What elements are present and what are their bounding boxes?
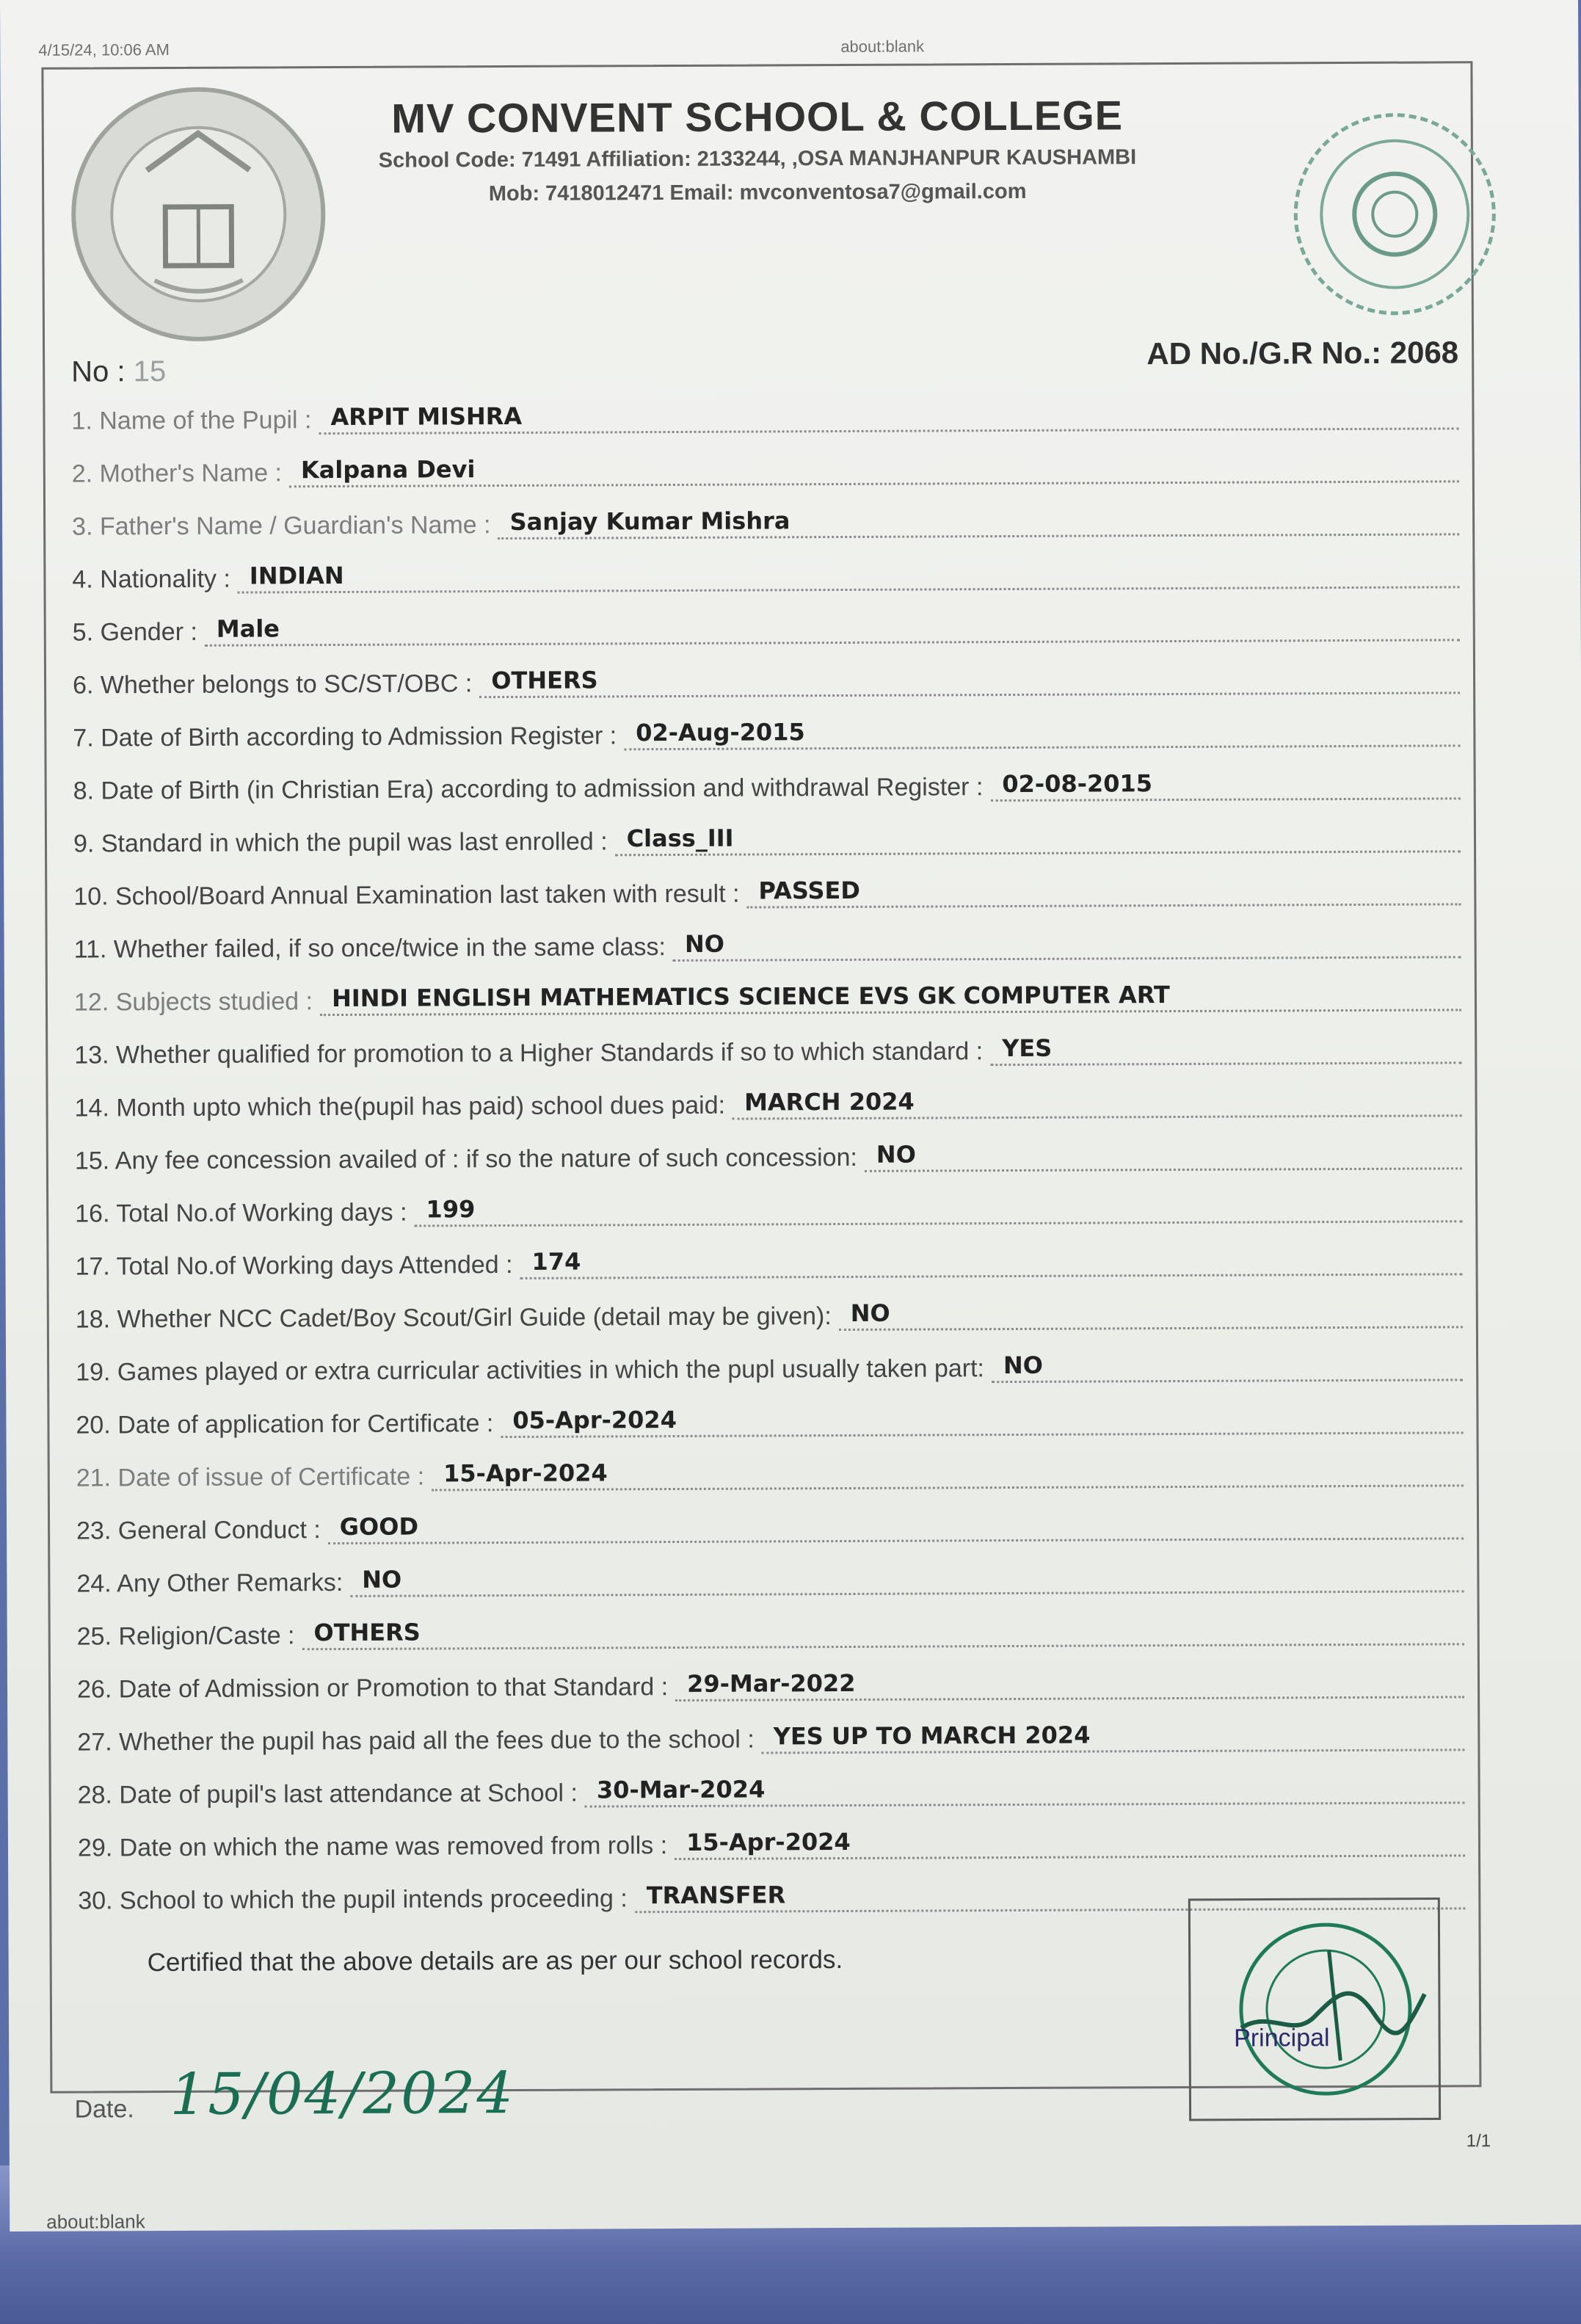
print-url: about:blank: [840, 37, 925, 57]
field-label: 21. Date of issue of Certificate :: [76, 1462, 425, 1492]
field-value: YES UP TO MARCH 2024: [762, 1719, 1465, 1754]
field-row: [77, 1718, 1464, 1757]
field-row: [72, 556, 1459, 594]
field-row: [76, 1560, 1464, 1598]
field-row: [74, 1084, 1461, 1122]
field-value: 05-Apr-2024: [501, 1402, 1463, 1438]
field-row: [74, 1031, 1461, 1070]
field-row: [76, 1296, 1463, 1334]
field-row: [75, 1243, 1462, 1281]
certification-statement: Certified that the above details are as per our school records.: [147, 1945, 843, 1978]
field-row: [73, 661, 1460, 700]
field-value: 199: [414, 1191, 1462, 1227]
field-value: OTHERS: [302, 1613, 1464, 1650]
field-value: Class_III: [615, 821, 1461, 856]
field-label: 5. Gender :: [72, 617, 197, 647]
field-value: HINDI ENGLISH MATHEMATICS SCIENCE EVS GK COMPUTER ART: [320, 979, 1461, 1016]
principal-label: Principal: [1234, 2024, 1330, 2052]
field-row: [74, 926, 1461, 964]
footer-url: about:blank: [46, 2210, 145, 2233]
certificate-no-value: 15: [133, 355, 167, 388]
field-value: 29-Mar-2022: [675, 1666, 1464, 1702]
field-value: GOOD: [328, 1508, 1464, 1544]
field-label: 17. Total No.of Working days Attended :: [75, 1250, 513, 1281]
school-seal-icon: [1288, 107, 1502, 321]
date-label: Date.: [74, 2095, 134, 2124]
certificate-no-label: No :: [71, 355, 126, 388]
field-row: [73, 609, 1460, 647]
field-label: 2. Mother's Name :: [71, 459, 283, 488]
field-row: [71, 397, 1458, 435]
handwritten-date: 15/04/2024: [170, 2060, 515, 2129]
field-label: 24. Any Other Remarks:: [76, 1568, 344, 1598]
field-row: [73, 714, 1460, 752]
school-name: MV CONVENT SCHOOL & COLLEGE: [391, 92, 1124, 142]
field-label: 25. Religion/Caste :: [76, 1622, 295, 1651]
field-label: 28. Date of pupil's last attendance at School :: [77, 1779, 578, 1809]
school-contact-line: Mob: 7418012471 Email: mvconventosa7@gmail.com: [488, 179, 1027, 206]
field-row: [77, 1666, 1464, 1704]
field-label: 15. Any fee concession availed of : if so the nature of such concession:: [74, 1143, 857, 1175]
field-value: Kalpana Devi: [289, 451, 1459, 487]
field-row: [73, 873, 1461, 911]
field-value: Male: [205, 609, 1460, 646]
certificate-number: [71, 355, 166, 389]
field-label: 14. Month upto which the(pupil has paid) school dues paid:: [74, 1091, 726, 1122]
field-label: 20. Date of application for Certificate :: [76, 1409, 494, 1439]
field-label: 10. School/Board Annual Examination last taken with result :: [73, 879, 740, 911]
field-value: OTHERS: [479, 662, 1460, 698]
field-label: 19. Games played or extra curricular activities in which the pupl usually taken part:: [76, 1354, 985, 1387]
field-label: 8. Date of Birth (in Christian Era) according to admission and withdrawal Register :: [73, 773, 984, 805]
school-code-line: School Code: 71491 Affiliation: 2133244, ,OSA MANJHANPUR KAUSHAMBI: [378, 145, 1137, 173]
field-label: 29. Date on which the name was removed from rolls :: [77, 1831, 668, 1862]
field-label: 11. Whether failed, if so once/twice in the same class:: [73, 933, 666, 964]
field-label: 7. Date of Birth according to Admission Register :: [73, 722, 617, 752]
field-row: [75, 1190, 1462, 1228]
field-row: [78, 1771, 1465, 1809]
admission-number: AD No./G.R No.: 2068: [1146, 335, 1459, 371]
page-count: 1/1: [1466, 2131, 1491, 2151]
field-value: INDIAN: [238, 556, 1460, 593]
field-row: [76, 1401, 1463, 1439]
field-value: 02-08-2015: [990, 768, 1461, 802]
field-label: 18. Whether NCC Cadet/Boy Scout/Girl Guide (detail may be given):: [75, 1302, 832, 1334]
field-value: NO: [350, 1561, 1464, 1597]
field-value: PASSED: [746, 874, 1461, 908]
principal-stamp-icon: [1182, 1891, 1461, 2135]
field-row: [76, 1507, 1464, 1545]
field-value: TRANSFER: [635, 1878, 1466, 1913]
field-value: Sanjay Kumar Mishra: [498, 504, 1459, 540]
field-label: 9. Standard in which the pupil was last enrolled :: [73, 827, 608, 858]
field-value: NO: [839, 1296, 1463, 1331]
field-row: [72, 450, 1459, 488]
field-value: 174: [520, 1243, 1462, 1279]
field-label: 27. Whether the pupil has paid all the fees due to the school :: [77, 1725, 755, 1757]
field-value: YES: [990, 1032, 1461, 1066]
field-row: [75, 1137, 1462, 1175]
field-row: [76, 1454, 1464, 1492]
field-value: 02-Aug-2015: [624, 715, 1460, 750]
field-value: NO: [673, 926, 1461, 962]
field-label: 6. Whether belongs to SC/ST/OBC :: [72, 669, 473, 700]
field-row: [74, 978, 1461, 1017]
field-value: 15-Apr-2024: [675, 1825, 1465, 1860]
field-label: 3. Father's Name / Guardian's Name :: [72, 511, 491, 541]
print-datetime: 4/15/24, 10:06 AM: [38, 40, 170, 59]
field-label: 13. Whether qualified for promotion to a Higher Standards if so to which standard :: [74, 1037, 984, 1070]
field-value: 15-Apr-2024: [432, 1455, 1464, 1491]
field-value: NO: [992, 1349, 1463, 1383]
field-label: 26. Date of Admission or Promotion to that Standard :: [76, 1673, 669, 1704]
field-value: ARPIT MISHRA: [319, 398, 1458, 435]
field-label: 30. School to which the pupil intends proceeding :: [78, 1884, 628, 1915]
field-value: 30-Mar-2024: [585, 1772, 1465, 1807]
field-row: [76, 1348, 1463, 1387]
field-row: [78, 1824, 1465, 1862]
field-label: 16. Total No.of Working days :: [75, 1198, 407, 1228]
field-label: 4. Nationality :: [72, 564, 230, 594]
field-row: [73, 820, 1461, 858]
field-row: [73, 767, 1461, 805]
field-label: 1. Name of the Pupil :: [71, 406, 312, 435]
field-row: [77, 1613, 1464, 1651]
certificate-frame: [41, 61, 1481, 2129]
field-label: 23. General Conduct :: [76, 1516, 321, 1545]
field-label: 12. Subjects studied :: [73, 987, 313, 1017]
field-value: NO: [865, 1138, 1462, 1172]
field-row: [72, 503, 1459, 541]
field-value: MARCH 2024: [733, 1085, 1462, 1119]
